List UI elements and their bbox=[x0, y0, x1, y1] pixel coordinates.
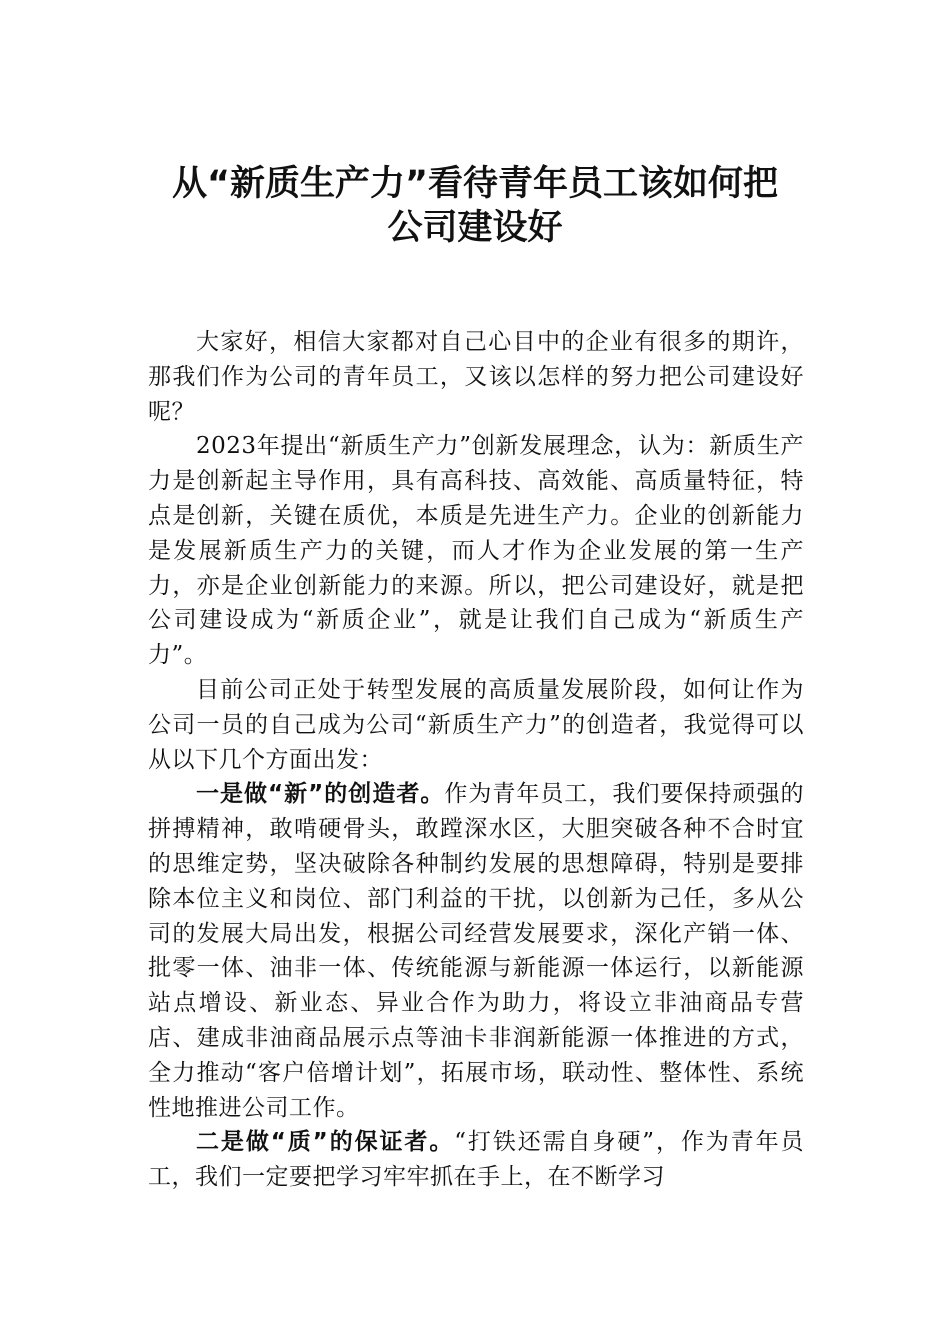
paragraph-lead-heading: 二是做“质”的保证者。 bbox=[196, 1129, 455, 1156]
paragraph-text: 目前公司正处于转型发展的高质量发展阶段，如何让作为公司一员的自己成为公司“新质生产力”的创造者，我觉得可以从以下几个方面出发： bbox=[148, 676, 804, 773]
paragraph-text: 作为青年员工，我们要保持顽强的拼搏精神，敢啃硬骨头，敢蹚深水区，大胆突破各种不合时宜的思维定势，坚决破除各种制约发展的思想障碍，特别是要排除本位主义和岗位、部门利益的干扰，以创新为己任，多从公司的发展大局出发，根据公司经营发展要求，深化产销一体、批零一体、油非一体、传统能源与新能源一体运行，以新能源站点增设、新业态、异业合作为助力，将设立非油商品专营店、建成非油商品展示点等油卡非润新能源一体推进的方式，全力推动“客户倍增计划”，拓展市场，联动性、整体性、系统性地推进公司工作。 bbox=[148, 781, 805, 1121]
paragraph-text: “打铁还需自身硬”，作为青年员工，我们一定要把学习牢牢抓在手上，在不断学习 bbox=[148, 1129, 804, 1191]
document-title-line-2: 公司建设好 bbox=[387, 208, 563, 248]
paragraph-text: 2023年提出“新质生产力”创新发展理念，认为：新质生产力是创新起主导作用，具有高科技、高效能、高质量特征，特点是创新，关键在质优，本质是先进生产力。企业的创新能力是发展新质生产力的关键，而人才作为企业发展的第一生产力，亦是企业创新能力的来源。所以，把公司建设好，就是把公司建设成为“新质企业”，就是让我们自己成为“新质生产力”。 bbox=[148, 433, 804, 669]
paragraph-new-quality-productivity bbox=[148, 429, 804, 673]
document-body bbox=[148, 325, 804, 1195]
paragraph-current-stage bbox=[148, 673, 804, 777]
document-title-line-1: 从“新质生产力”看待青年员工该如何把 bbox=[171, 164, 778, 204]
paragraph-lead-heading: 一是做“新”的创造者。 bbox=[196, 781, 445, 808]
paragraph-text: 大家好，相信大家都对自己心目中的企业有很多的期许，那我们作为公司的青年员工，又该以怎样的努力把公司建设好呢？ bbox=[148, 329, 804, 425]
paragraph-point-two bbox=[148, 1125, 804, 1195]
paragraph-point-one bbox=[148, 777, 804, 1125]
paragraph-greeting bbox=[148, 325, 804, 429]
